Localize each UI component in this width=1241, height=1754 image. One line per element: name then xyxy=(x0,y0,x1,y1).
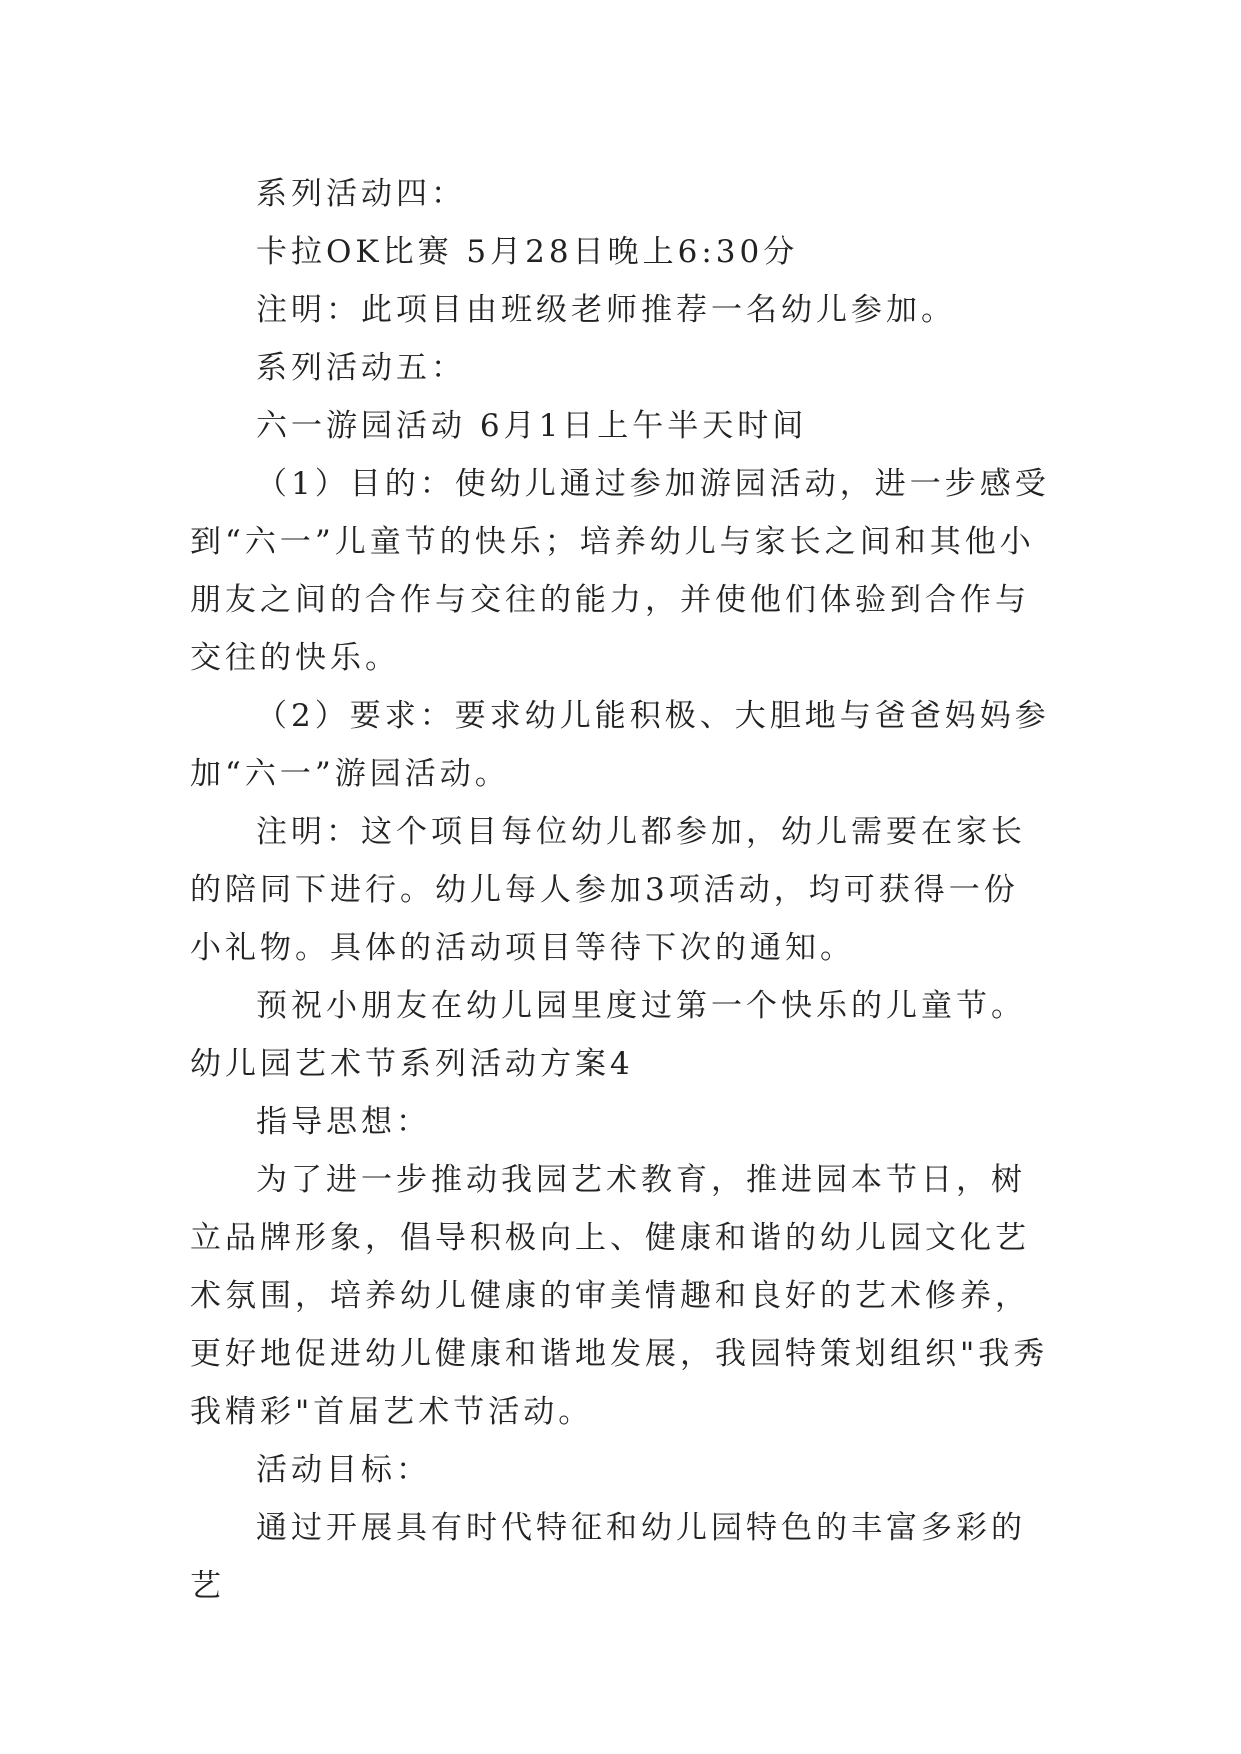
paragraph: 六一游园活动 6月1日上午半天时间 xyxy=(256,408,808,444)
paragraph: 活动目标： xyxy=(256,1452,431,1488)
paragraph: 系列活动五： xyxy=(256,350,466,386)
section-heading: 幼儿园艺术节系列活动方案4 xyxy=(190,1046,634,1082)
paragraph: 通过开展具有时代特征和幼儿园特色的丰富多彩的艺 xyxy=(190,1510,1026,1604)
paragraph: 注明：这个项目每位幼儿都参加，幼儿需要在家长的陪同下进行。幼儿每人参加3项活动，均可获得一份小礼物。具体的活动项目等待下次的通知。 xyxy=(190,814,1026,966)
paragraph: 预祝小朋友在幼儿园里度过第一个快乐的儿童节。 xyxy=(256,988,1026,1024)
paragraph: 为了进一步推动我园艺术教育，推进园本节日，树立品牌形象，倡导积极向上、健康和谐的幼儿园文化艺术氛围，培养幼儿健康的审美情趣和良好的艺术修养，更好地促进幼儿健康和谐地发展，我园特策划组织"我秀我精彩"首届艺术节活动。 xyxy=(190,1162,1049,1430)
paragraph: 卡拉OK比赛 5月28日晚上6:30分 xyxy=(256,234,799,270)
paragraph: 注明：此项目由班级老师推荐一名幼儿参加。 xyxy=(256,292,956,328)
paragraph: 指导思想： xyxy=(256,1104,431,1140)
paragraph: （1）目的：使幼儿通过参加游园活动，进一步感受到“六一”儿童节的快乐；培养幼儿与家长之间和其他小朋友之间的合作与交往的能力，并使他们体验到合作与交往的快乐。 xyxy=(190,466,1050,676)
document-body xyxy=(190,165,1052,1615)
paragraph: 系列活动四： xyxy=(256,176,466,212)
paragraph: （2）要求：要求幼儿能积极、大胆地与爸爸妈妈参加“六一”游园活动。 xyxy=(190,698,1050,792)
